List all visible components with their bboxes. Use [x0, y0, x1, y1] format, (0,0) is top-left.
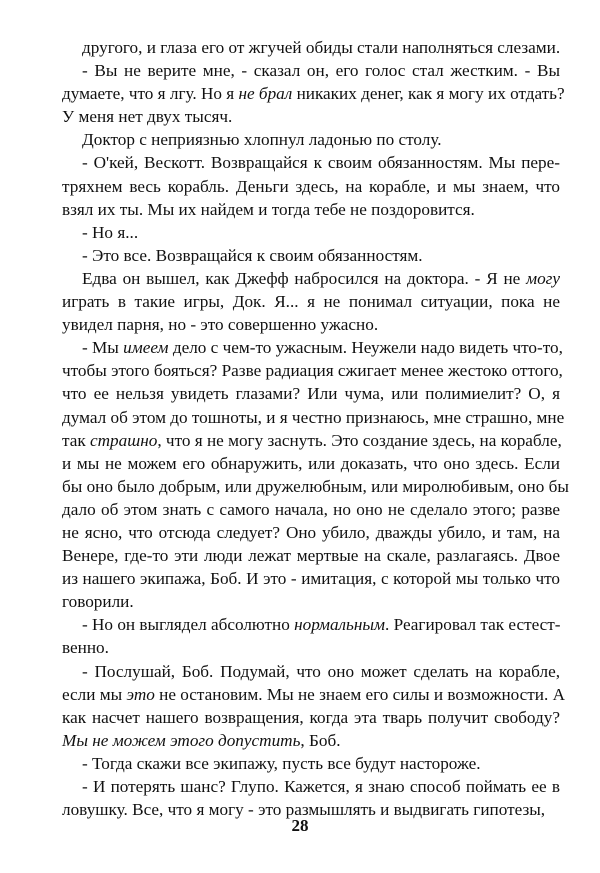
- text-line: Венере, где-то эти люди лежат мертвые на скале, разлагаясь. Двое: [62, 546, 560, 566]
- page-body-text: [62, 36, 569, 821]
- text-line: венно.: [62, 638, 109, 658]
- text-line: говорили.: [62, 592, 134, 612]
- text-line: другого, и глаза его от жгучей обиды стали наполняться слезами.: [82, 38, 561, 57]
- text-line: - И потерять шанс? Глупо. Кажется, я знаю способ поймать ее в: [82, 777, 560, 796]
- text-line: думаете, что я лгу. Но я не брал никаких денег, как я могу их отдать?: [62, 84, 565, 104]
- text-line: не ясно, что отсюда следует? Оно убило, дважды убило, и там, на: [62, 522, 560, 542]
- text-line: ловушку. Все, что я могу - это размышлять и выдвигать гипотезы,: [62, 800, 546, 820]
- text-line: дало об этом знать с самого начала, но оно не сделало этого; разве: [62, 499, 560, 519]
- text-line: Доктор с неприязнью хлопнул ладонью по столу.: [82, 130, 442, 150]
- text-line: - Тогда скажи все экипажу, пусть все будут настороже.: [82, 753, 481, 773]
- paragraph: [62, 613, 560, 659]
- paragraph: [62, 151, 560, 220]
- text-line: увидел парня, но - это совершенно ужасно.: [62, 315, 379, 335]
- text-line: - Послушай, Боб. Подумай, что оно может сделать на корабле,: [82, 661, 560, 681]
- text-line: играть в такие игры, Док. Я... я не понимал ситуации, пока не: [62, 292, 560, 312]
- text-line: думал об этом до тошноты, и я честно признаюсь, мне страшно, мне: [62, 407, 565, 427]
- text-line: из нашего экипажа, Боб. И это - имитация, с которой мы только что: [62, 569, 560, 589]
- text-line: Мы не можем этого допустить, Боб.: [62, 730, 341, 750]
- paragraph: [62, 128, 560, 151]
- paragraph: [62, 221, 560, 244]
- text-line: У меня нет двух тысяч.: [62, 107, 233, 127]
- text-line: что ее нельзя увидеть глазами? Или чума, или полимиелит? О, я: [62, 384, 560, 404]
- paragraph: [62, 775, 560, 821]
- text-line: и мы не можем его обнаружить, или доказать, что оно здесь. Если: [62, 453, 560, 473]
- paragraph: [62, 267, 560, 336]
- page-number: 28: [291, 816, 309, 835]
- paragraph: [62, 660, 566, 752]
- text-line: бы оно было добрым, или дружелюбным, или миролюбивым, оно бы: [62, 476, 569, 496]
- text-line: так страшно, что я не могу заснуть. Это создание здесь, на корабле,: [62, 430, 562, 450]
- text-line: взял их ты. Мы их найдем и тогда тебе не поздоровится.: [62, 199, 475, 219]
- paragraph: [62, 752, 560, 775]
- paragraph: [62, 36, 560, 59]
- text-line: чтобы этого бояться? Разве радиация сжигает менее жестоко оттого,: [62, 361, 563, 381]
- text-line: - О'кей, Вескотт. Возвращайся к своим обязанностям. Мы пере-: [82, 153, 560, 173]
- paragraph: [62, 336, 569, 613]
- text-line: - Вы не верите мне, - сказал он, его голос стал жестким. - Вы: [82, 61, 560, 81]
- text-line: - Мы имеем дело с чем-то ужасным. Неужели надо видеть что-то,: [82, 338, 563, 358]
- text-line: - Это все. Возвращайся к своим обязанностям.: [82, 245, 423, 265]
- paragraph: [62, 59, 565, 128]
- text-line: тряхнем весь корабль. Деньги здесь, на корабле, и мы знаем, что: [62, 176, 560, 196]
- text-line: - Но он выглядел абсолютно нормальным. Реагировал так естест-: [82, 615, 561, 635]
- text-line: если мы это не остановим. Мы не знаем его силы и возможности. А: [62, 684, 566, 704]
- text-line: - Но я...: [82, 222, 139, 242]
- paragraph: [62, 244, 560, 267]
- text-line: как насчет нашего возвращения, когда эта тварь получит свободу?: [62, 707, 560, 727]
- text-line: Едва он вышел, как Джефф набросился на доктора. - Я не могу: [82, 268, 560, 288]
